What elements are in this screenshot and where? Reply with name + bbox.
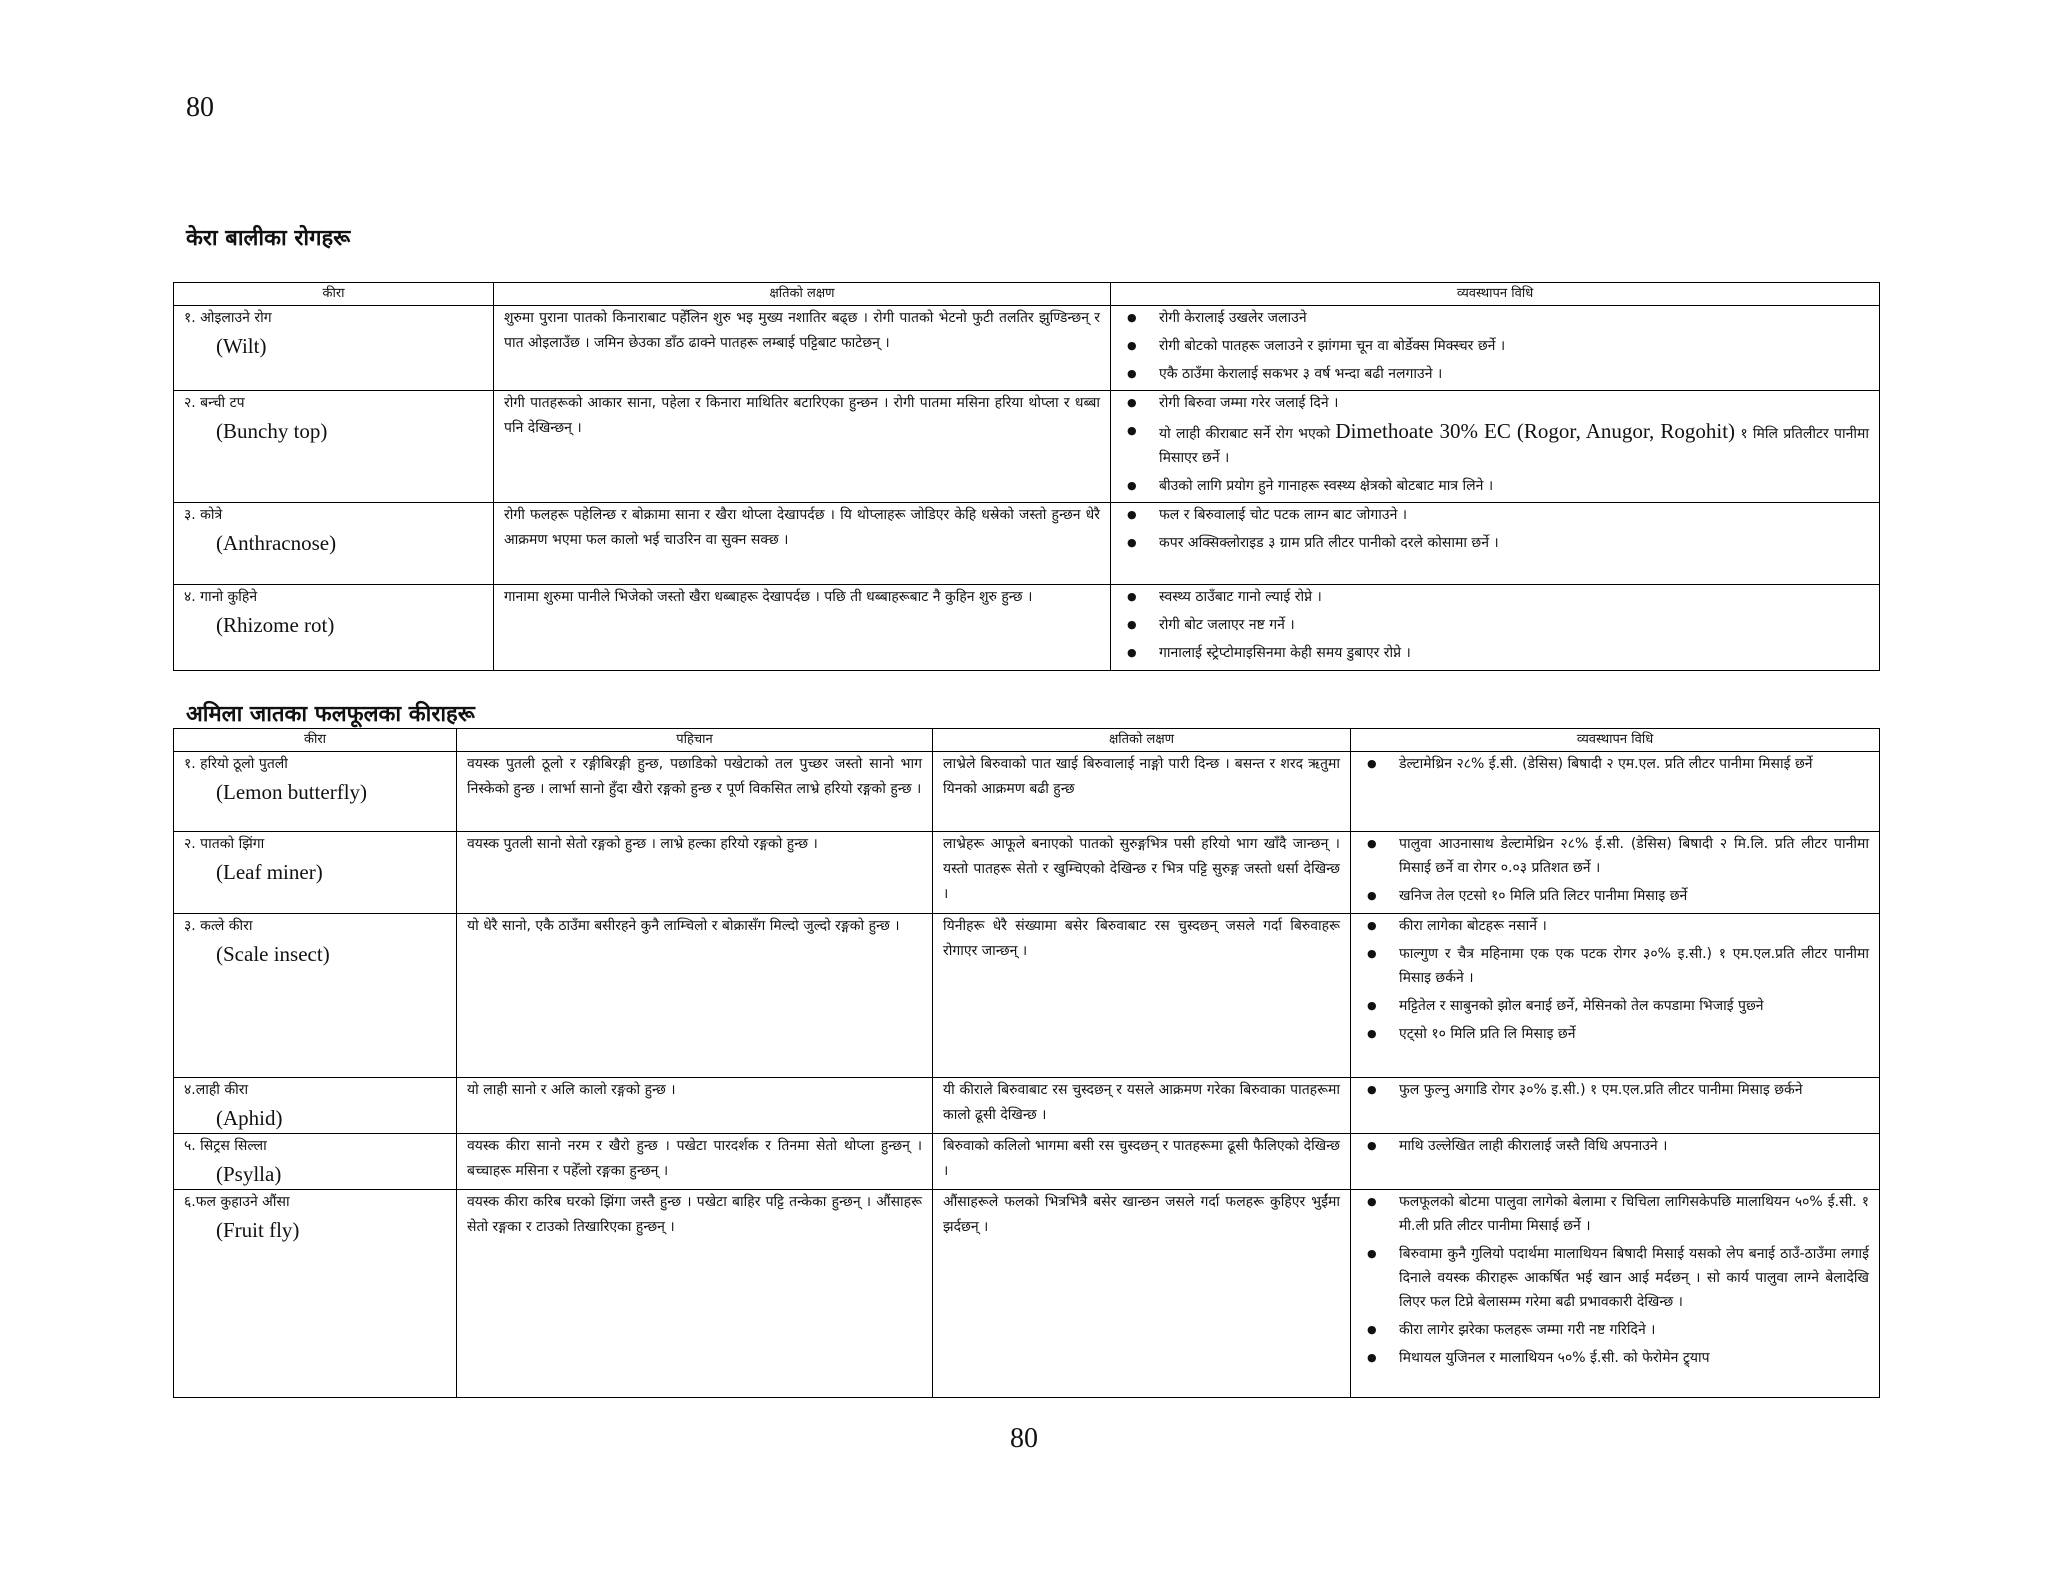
column-header: पहिचान bbox=[457, 729, 933, 752]
page-number-top: 80 bbox=[186, 92, 214, 123]
pest-name-english: (Rhizome rot) bbox=[216, 613, 335, 637]
page-number-bottom: 80 bbox=[1010, 1423, 1038, 1454]
identification-cell: वयस्क कीरा सानो नरम र खैरो हुन्छ । पखेटा पारदर्शक र तिनमा सेतो थोप्ला हुन्छन् । बच्चाहरू मसिना र पहेँलो रङ्गका हुन्छन् । bbox=[457, 1134, 933, 1190]
management-item: ● स्वस्थ्य ठाउँबाट गानो ल्याई रोप्ने । bbox=[1121, 585, 1869, 609]
management-cell bbox=[1351, 832, 1880, 914]
identification-cell: यो लाही सानो र अलि कालो रङ्गको हुन्छ । bbox=[457, 1078, 933, 1134]
management-item: ● मिथायल युजिनल र मालाथियन ५०% ई.सी. को फेरोमेन ट्र्याप bbox=[1361, 1346, 1869, 1370]
management-item: ● माथि उल्लेखित लाही कीरालाई जस्तै विधि अपनाउने । bbox=[1361, 1134, 1869, 1158]
pest-name-english: (Scale insect) bbox=[216, 942, 330, 966]
management-cell bbox=[1351, 1190, 1880, 1398]
pest-name-nepali: ३. कोत्रे bbox=[184, 507, 223, 523]
table-row bbox=[174, 1078, 1880, 1134]
pest-name-english: (Anthracnose) bbox=[216, 531, 337, 555]
column-header: क्षतिको लक्षण bbox=[933, 729, 1351, 752]
table-row bbox=[174, 1190, 1880, 1398]
table-row bbox=[174, 914, 1880, 1078]
management-item: ● कीरा लागेर झरेका फलहरू जम्मा गरी नष्ट गरिदिने । bbox=[1361, 1318, 1869, 1342]
symptom-cell: रोगी पातहरूको आकार साना, पहेला र किनारा माथितिर बटारिएका हुन्छन । रोगी पातमा मसिना हरिया थोप्ला र धब्बा पनि देखिन्छन् । bbox=[494, 391, 1111, 503]
column-header: कीरा bbox=[174, 283, 494, 306]
damage-cell: यी कीराले बिरुवाबाट रस चुस्दछन् र यसले आक्रमण गरेका बिरुवाका पातहरूमा कालो ढूसी देखिन्छ । bbox=[933, 1078, 1351, 1134]
management-item: ● मट्टितेल र साबुनको झोल बनाई छर्ने, मेसिनको तेल कपडामा भिजाई पुछ्ने bbox=[1361, 994, 1869, 1018]
pest-name-english: (Leaf miner) bbox=[216, 860, 323, 884]
identification-cell: वयस्क पुतली सानो सेतो रङ्गको हुन्छ । लाभ्रे हल्का हरियो रङ्गको हुन्छ । bbox=[457, 832, 933, 914]
management-cell bbox=[1111, 503, 1880, 585]
identification-cell: यो धेरै सानो, एकै ठाउँमा बसीरहने कुनै लाम्चिलो र बोक्रासँग मिल्दो जुल्दो रङ्गको हुन्छ । bbox=[457, 914, 933, 1078]
column-header: व्यवस्थापन विधि bbox=[1111, 283, 1880, 306]
pest-name-cell bbox=[174, 306, 494, 391]
table-row bbox=[174, 391, 1880, 503]
symptom-cell: शुरुमा पुराना पातको किनाराबाट पहेँलिन शुरु भइ मुख्य नशातिर बढ्छ । रोगी पातको भेटनो फुटी तलतिर झुण्डिन्छन् र पात ओइलाउँछ । जमिन छेउका डाँठ ढाक्ने पातहरू लम्बाई पट्टिबाट फाटेछन् । bbox=[494, 306, 1111, 391]
pest-name-cell bbox=[174, 391, 494, 503]
management-item: ● फुल फुल्नु अगाडि रोगर ३०% इ.सी.) १ एम.एल.प्रति लीटर पानीमा मिसाइ छर्कने bbox=[1361, 1078, 1869, 1102]
table-header-row bbox=[174, 283, 1880, 306]
management-item: ● गानालाई स्ट्रेप्टोमाइसिनमा केही समय डुबाएर रोप्ने । bbox=[1121, 641, 1869, 665]
management-item: ● बिरुवामा कुनै गुलियो पदार्थमा मालाथियन बिषादी मिसाई यसको लेप बनाई ठाउँ-ठाउँमा लगाई दिनाले वयस्क कीराहरू आकर्षित भई खान आई मर्दछन् । सो कार्य पालुवा लाग्ने बेलादेखि लिएर फल टिप्ने बेलासम्म गरेमा बढी प्रभावकारी देखिन्छ । bbox=[1361, 1242, 1869, 1314]
management-cell bbox=[1351, 914, 1880, 1078]
management-cell bbox=[1111, 306, 1880, 391]
column-header: कीरा bbox=[174, 729, 457, 752]
table-row bbox=[174, 1134, 1880, 1190]
pest-name-cell bbox=[174, 1078, 457, 1134]
management-text: यो लाही कीराबाट सर्ने रोग भएको bbox=[1159, 426, 1336, 442]
management-item: ● पालुवा आउनासाथ डेल्टामेथ्रिन २८% ई.सी. (डेसिस) बिषादी २ मि.लि. प्रति लीटर पानीमा मिसाई छर्ने वा रोगर ०.०३ प्रतिशत छर्ने । bbox=[1361, 832, 1869, 880]
pest-name-nepali: १. हरियो ठूलो पुतली bbox=[184, 756, 288, 772]
management-item: ● फाल्गुण र चैत्र महिनामा एक एक पटक रोगर ३०% इ.सी.) १ एम.एल.प्रति लीटर पानीमा मिसाइ छर्कने । bbox=[1361, 942, 1869, 990]
management-item bbox=[1121, 419, 1869, 470]
management-item: ● एट्सो १० मिलि प्रति लि मिसाइ छर्ने bbox=[1361, 1022, 1869, 1046]
management-cell bbox=[1111, 585, 1880, 671]
identification-cell: वयस्क पुतली ठूलो र रङ्गीबिरङ्गी हुन्छ, पछाडिको पखेटाको तल पुच्छर जस्तो सानो भाग निस्केको हुन्छ । लार्भा सानो हुँदा खैरो रङ्गको हुन्छ र पूर्ण विकसित लाभ्रे हरियो रङ्गको हुन्छ । bbox=[457, 752, 933, 832]
pest-name-cell bbox=[174, 752, 457, 832]
pest-name-nepali: ६.फल कुहाउने औंसा bbox=[184, 1194, 290, 1210]
citrus-pest-table bbox=[173, 728, 1880, 1398]
column-header: व्यवस्थापन विधि bbox=[1351, 729, 1880, 752]
pest-name-cell bbox=[174, 585, 494, 671]
damage-cell: लाभ्रेले बिरुवाको पात खाई बिरुवालाई नाङ्गो पारी दिन्छ । बसन्त र शरद ऋतुमा यिनको आक्रमण बढी हुन्छ bbox=[933, 752, 1351, 832]
banana-disease-table bbox=[173, 282, 1880, 671]
pest-name-nepali: ४.लाही कीरा bbox=[184, 1082, 249, 1098]
management-item: ● कीरा लागेका बोटहरू नसार्ने । bbox=[1361, 914, 1869, 938]
table-row bbox=[174, 585, 1880, 671]
management-item: ● खनिज तेल एटसो १० मिलि प्रति लिटर पानीमा मिसाइ छर्ने bbox=[1361, 884, 1869, 908]
damage-cell: औंसाहरूले फलको भित्रभित्रै बसेर खान्छन जसले गर्दा फलहरू कुहिएर भुईंमा झर्दछन् । bbox=[933, 1190, 1351, 1398]
pest-name-english: (Psylla) bbox=[216, 1162, 282, 1186]
pest-name-nepali: ४. गानो कुहिने bbox=[184, 589, 258, 605]
pest-name-cell bbox=[174, 1190, 457, 1398]
pest-name-english: (Bunchy top) bbox=[216, 419, 328, 443]
table-row bbox=[174, 832, 1880, 914]
management-item: ● फलफूलको बोटमा पालुवा लागेको बेलामा र चिचिला लागिसकेपछि मालाथियन ५०% ई.सी. १ मी.ली प्रति लीटर पानीमा मिसाई छर्ने । bbox=[1361, 1190, 1869, 1238]
management-item: ● रोगी बोटको पातहरू जलाउने र झांगमा चून वा बोर्डेक्स मिक्स्चर छर्ने । bbox=[1121, 334, 1869, 358]
pest-name-nepali: १. ओइलाउने रोग bbox=[184, 310, 272, 326]
pest-name-nepali: ५. सिट्रस सिल्ला bbox=[184, 1138, 267, 1154]
management-item: ● रोगी बोट जलाएर नष्ट गर्ने । bbox=[1121, 613, 1869, 637]
pest-name-english: (Aphid) bbox=[216, 1106, 283, 1130]
management-cell bbox=[1351, 1078, 1880, 1134]
table-row bbox=[174, 306, 1880, 391]
pesticide-name: Dimethoate 30% EC (Rogor, Anugor, Rogohit) bbox=[1335, 419, 1736, 443]
management-cell bbox=[1351, 752, 1880, 832]
management-item: ● एकै ठाउँमा केरालाई सकभर ३ वर्ष भन्दा बढी नलगाउने । bbox=[1121, 362, 1869, 386]
management-cell bbox=[1111, 391, 1880, 503]
citrus-section-title: अमिला जातका फलफूलका कीराहरू bbox=[186, 702, 475, 727]
management-item: ● डेल्टामेथ्रिन २८% ई.सी. (डेसिस) बिषादी २ एम.एल. प्रति लीटर पानीमा मिसाई छर्ने bbox=[1361, 752, 1869, 776]
pest-name-nepali: २. बन्ची टप bbox=[184, 395, 245, 411]
pest-name-cell bbox=[174, 832, 457, 914]
table-row bbox=[174, 752, 1880, 832]
damage-cell: लाभ्रेहरू आफूले बनाएको पातको सुरुङ्गभित्र पसी हरियो भाग खाँदै जान्छन् । यस्तो पातहरू सेतो र खुम्चिएको देखिन्छ र भित्र पट्टि सुरुङ्ग जस्तो धर्सा देखिन्छ । bbox=[933, 832, 1351, 914]
symptom-cell: रोगी फलहरू पहेलिन्छ र बोक्रामा साना र खैरा थोप्ला देखापर्दछ । यि थोप्लाहरू जोडिएर केहि धस्रेको जस्तो हुन्छन धेरै आक्रमण भएमा फल कालो भई चाउरिन वा सुक्न सक्छ । bbox=[494, 503, 1111, 585]
damage-cell: यिनीहरू धेरै संख्यामा बसेर बिरुवाबाट रस चुस्दछन् जसले गर्दा बिरुवाहरू रोगाएर जान्छन् । bbox=[933, 914, 1351, 1078]
damage-cell: बिरुवाको कलिलो भागमा बसी रस चुस्दछन् र पातहरूमा ढूसी फैलिएको देखिन्छ । bbox=[933, 1134, 1351, 1190]
pest-name-english: (Fruit fly) bbox=[216, 1218, 300, 1242]
identification-cell: वयस्क कीरा करिब घरको झिंगा जस्तै हुन्छ । पखेटा बाहिर पट्टि तन्केका हुन्छन् । औंसाहरू सेतो रङ्गका र टाउको तिखारिएका हुन्छन् । bbox=[457, 1190, 933, 1398]
management-item: ● कपर अक्सिक्लोराइड ३ ग्राम प्रति लीटर पानीको दरले कोसामा छर्ने । bbox=[1121, 531, 1869, 555]
pest-name-nepali: ३. कत्ले कीरा bbox=[184, 918, 253, 934]
column-header: क्षतिको लक्षण bbox=[494, 283, 1111, 306]
table-row bbox=[174, 503, 1880, 585]
management-item: ● रोगी बिरुवा जम्मा गरेर जलाई दिने । bbox=[1121, 391, 1869, 415]
management-item: ● रोगी केरालाई उखलेर जलाउने bbox=[1121, 306, 1869, 330]
pest-name-english: (Lemon butterfly) bbox=[216, 780, 368, 804]
pest-name-nepali: २. पातको झिंगा bbox=[184, 836, 265, 852]
pest-name-cell bbox=[174, 1134, 457, 1190]
management-text: १ मिलि प्रतिलीटर पानीमा मिसाएर छर्ने । bbox=[1159, 426, 1869, 466]
banana-section-title: केरा बालीका रोगहरू bbox=[186, 226, 351, 251]
symptom-cell: गानामा शुरुमा पानीले भिजेको जस्तो खैरा धब्बाहरू देखापर्दछ । पछि ती धब्बाहरूबाट नै कुहिन शुरु हुन्छ । bbox=[494, 585, 1111, 671]
management-item: ● बीउको लागि प्रयोग हुने गानाहरू स्वस्थ्य क्षेत्रको बोटबाट मात्र लिने । bbox=[1121, 474, 1869, 498]
pest-name-english: (Wilt) bbox=[216, 334, 267, 358]
table-header-row bbox=[174, 729, 1880, 752]
management-item: ● फल र बिरुवालाई चोट पटक लाग्न बाट जोगाउने । bbox=[1121, 503, 1869, 527]
management-cell bbox=[1351, 1134, 1880, 1190]
pest-name-cell bbox=[174, 503, 494, 585]
pest-name-cell bbox=[174, 914, 457, 1078]
